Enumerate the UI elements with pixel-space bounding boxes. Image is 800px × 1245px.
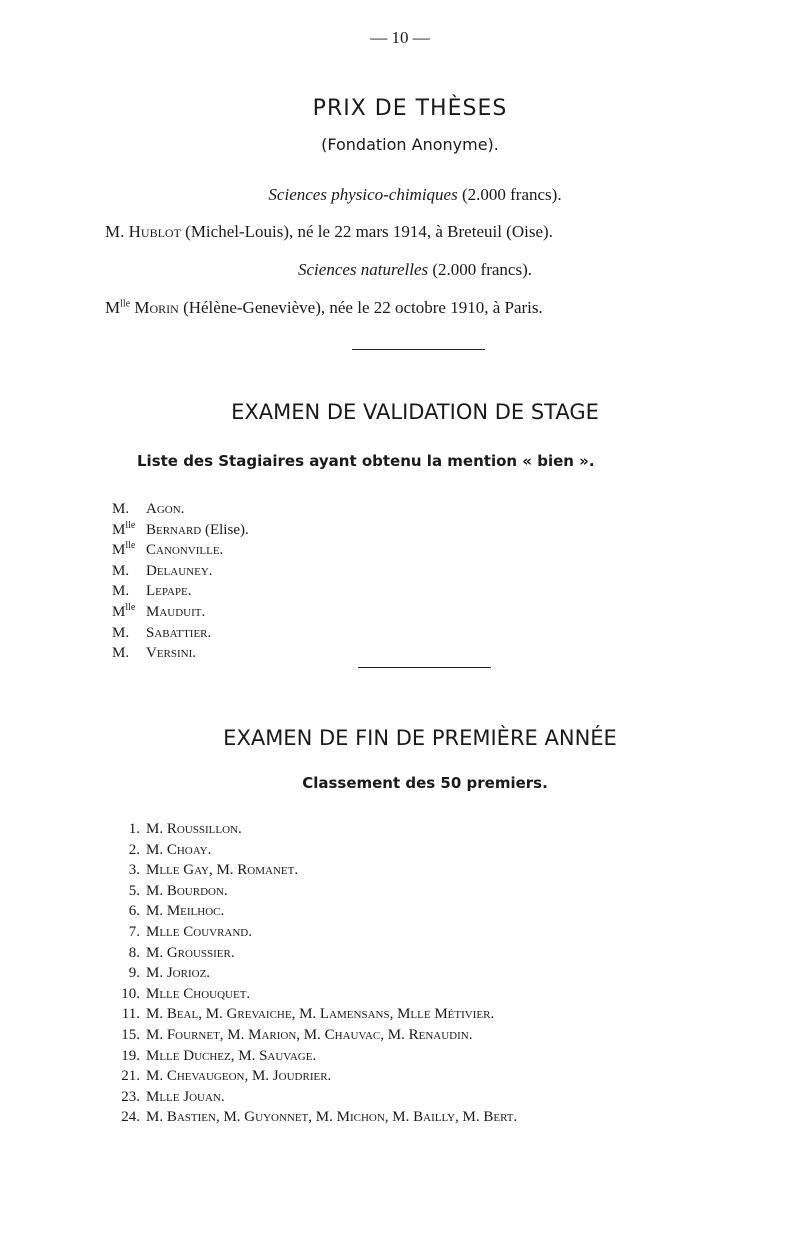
ranking-names: Mlle Couvrand. — [146, 923, 252, 940]
entry-title: M. — [112, 562, 130, 579]
award1-details: (Michel-Louis), né le 22 mars 1914, à Breteuil (Oise). — [185, 222, 553, 241]
ranking-names: Mlle Chouquet. — [146, 985, 251, 1002]
award2-category-line — [0, 260, 800, 280]
award1-category: Sciences physico-chimiques — [268, 185, 458, 204]
ranking-number: 8. — [128, 944, 140, 961]
ranking-number: 3. — [128, 862, 140, 879]
award1-category-line — [0, 185, 800, 205]
award2-title: M — [105, 298, 121, 317]
validation-entry — [112, 520, 249, 541]
ranking-entry — [112, 840, 517, 861]
validation-list — [112, 499, 249, 664]
award2-details: (Hélène-Geneviève), née le 22 octobre 1910, à Paris. — [183, 298, 543, 317]
entry-name: Agon. — [146, 501, 185, 517]
entry-title: M. — [112, 624, 130, 641]
ranking-names: Mlle Jouan. — [146, 1088, 225, 1105]
validation-entry — [112, 602, 249, 623]
page-number: — 10 — — [370, 28, 430, 47]
premiere-annee-subtitle: Classement des 50 premiers. — [302, 774, 548, 792]
ranking-number: 2. — [128, 841, 140, 858]
ranking-names: M. Beal, M. Grevaiche, M. Lamensans, Mlle Métivier. — [146, 1006, 495, 1023]
ranking-number: 24. — [121, 1109, 140, 1126]
prix-theses-subtitle: (Fondation Anonyme). — [321, 135, 499, 154]
ranking-entry — [112, 1004, 517, 1025]
ranking-names: M. Fournet, M. Marion, M. Chauvac, M. Renaudin. — [146, 1026, 473, 1043]
divider-2 — [358, 667, 491, 668]
entry-title: $M^{lle}$ — [112, 519, 136, 538]
entry-name: Versini. — [146, 645, 197, 662]
award1-name: Hublot — [128, 222, 181, 241]
ranking-entry — [112, 1025, 517, 1046]
award2-title-sup: lle — [120, 298, 131, 310]
premiere-annee-list — [112, 819, 517, 1128]
entry-title-sup: lle — [125, 519, 136, 531]
ranking-number: 6. — [128, 903, 140, 920]
ranking-entry — [112, 1046, 517, 1067]
entry-title: M. — [112, 501, 130, 517]
ranking-number: 21. — [121, 1068, 140, 1085]
entry-extra: (Elise). — [201, 521, 249, 538]
ranking-names: M. Chevaugeon, M. Joudrier. — [146, 1068, 332, 1085]
ranking-entry — [112, 984, 517, 1005]
entry-title-sup: lle — [125, 601, 136, 613]
entry-name: Sabattier. — [146, 624, 212, 641]
entry-title: $M^{lle}$ — [112, 540, 136, 559]
ranking-names: Mlle Duchez, M. Sauvage. — [146, 1047, 317, 1064]
validation-entry — [112, 561, 249, 582]
ranking-number: 5. — [128, 882, 140, 899]
ranking-names: M. Roussillon. — [146, 821, 242, 837]
ranking-names: M. Groussier. — [146, 944, 235, 961]
ranking-entry — [112, 922, 517, 943]
validation-subtitle: Liste des Stagiaires ayant obtenu la mention « bien ». — [137, 452, 595, 470]
entry-title: M. — [112, 645, 130, 662]
divider-1 — [352, 349, 485, 350]
validation-entry — [112, 643, 249, 664]
ranking-entry — [112, 1066, 517, 1087]
entry-title: $M^{lle}$ — [112, 601, 136, 620]
entry-name: Lepape. — [146, 583, 192, 600]
award2-category: Sciences naturelles — [298, 260, 429, 279]
ranking-number: 1. — [128, 821, 140, 837]
entry-name: Canonville. — [146, 542, 224, 559]
ranking-number: 10. — [121, 985, 140, 1002]
ranking-names: M. Jorioz. — [146, 965, 211, 982]
ranking-entry — [112, 901, 517, 922]
entry-title: M. — [112, 583, 130, 600]
ranking-entry — [112, 943, 517, 964]
validation-heading: EXAMEN DE VALIDATION DE STAGE — [231, 400, 599, 424]
ranking-number: 7. — [128, 923, 140, 940]
validation-entry — [112, 581, 249, 602]
award2-laureate — [105, 298, 543, 318]
ranking-entry — [112, 881, 517, 902]
entry-name: Mauduit. — [146, 603, 206, 620]
prix-theses-heading: PRIX DE THÈSES — [312, 96, 508, 121]
ranking-names: Mlle Gay, M. Romanet. — [146, 862, 299, 879]
ranking-number: 15. — [121, 1026, 140, 1043]
ranking-entry — [112, 860, 517, 881]
ranking-number: 19. — [121, 1047, 140, 1064]
award2-name: Morin — [134, 298, 179, 317]
ranking-entry — [112, 819, 517, 840]
award1-title: M. — [105, 222, 125, 241]
ranking-names: M. Choay. — [146, 841, 212, 858]
ranking-number: 9. — [128, 965, 140, 982]
validation-entry — [112, 540, 249, 561]
ranking-entry — [112, 1107, 517, 1128]
ranking-names: M. Bastien, M. Guyonnet, M. Michon, M. Bailly, M. Bert. — [146, 1109, 518, 1126]
award1-laureate — [105, 222, 553, 242]
ranking-number: 23. — [121, 1088, 140, 1105]
premiere-annee-heading: EXAMEN DE FIN DE PREMIÈRE ANNÉE — [223, 726, 617, 750]
award1-amount: (2.000 francs). — [461, 185, 562, 204]
ranking-names: M. Bourdon. — [146, 882, 228, 899]
award2-amount: (2.000 francs). — [432, 260, 532, 279]
ranking-names: M. Meilhoc. — [146, 903, 225, 920]
validation-entry — [112, 499, 249, 520]
entry-name: Bernard — [146, 521, 202, 538]
ranking-entry — [112, 1087, 517, 1108]
ranking-number: 11. — [121, 1006, 140, 1023]
validation-entry — [112, 623, 249, 644]
ranking-entry — [112, 963, 517, 984]
entry-name: Delauney. — [146, 562, 213, 579]
entry-title-sup: lle — [125, 540, 136, 552]
